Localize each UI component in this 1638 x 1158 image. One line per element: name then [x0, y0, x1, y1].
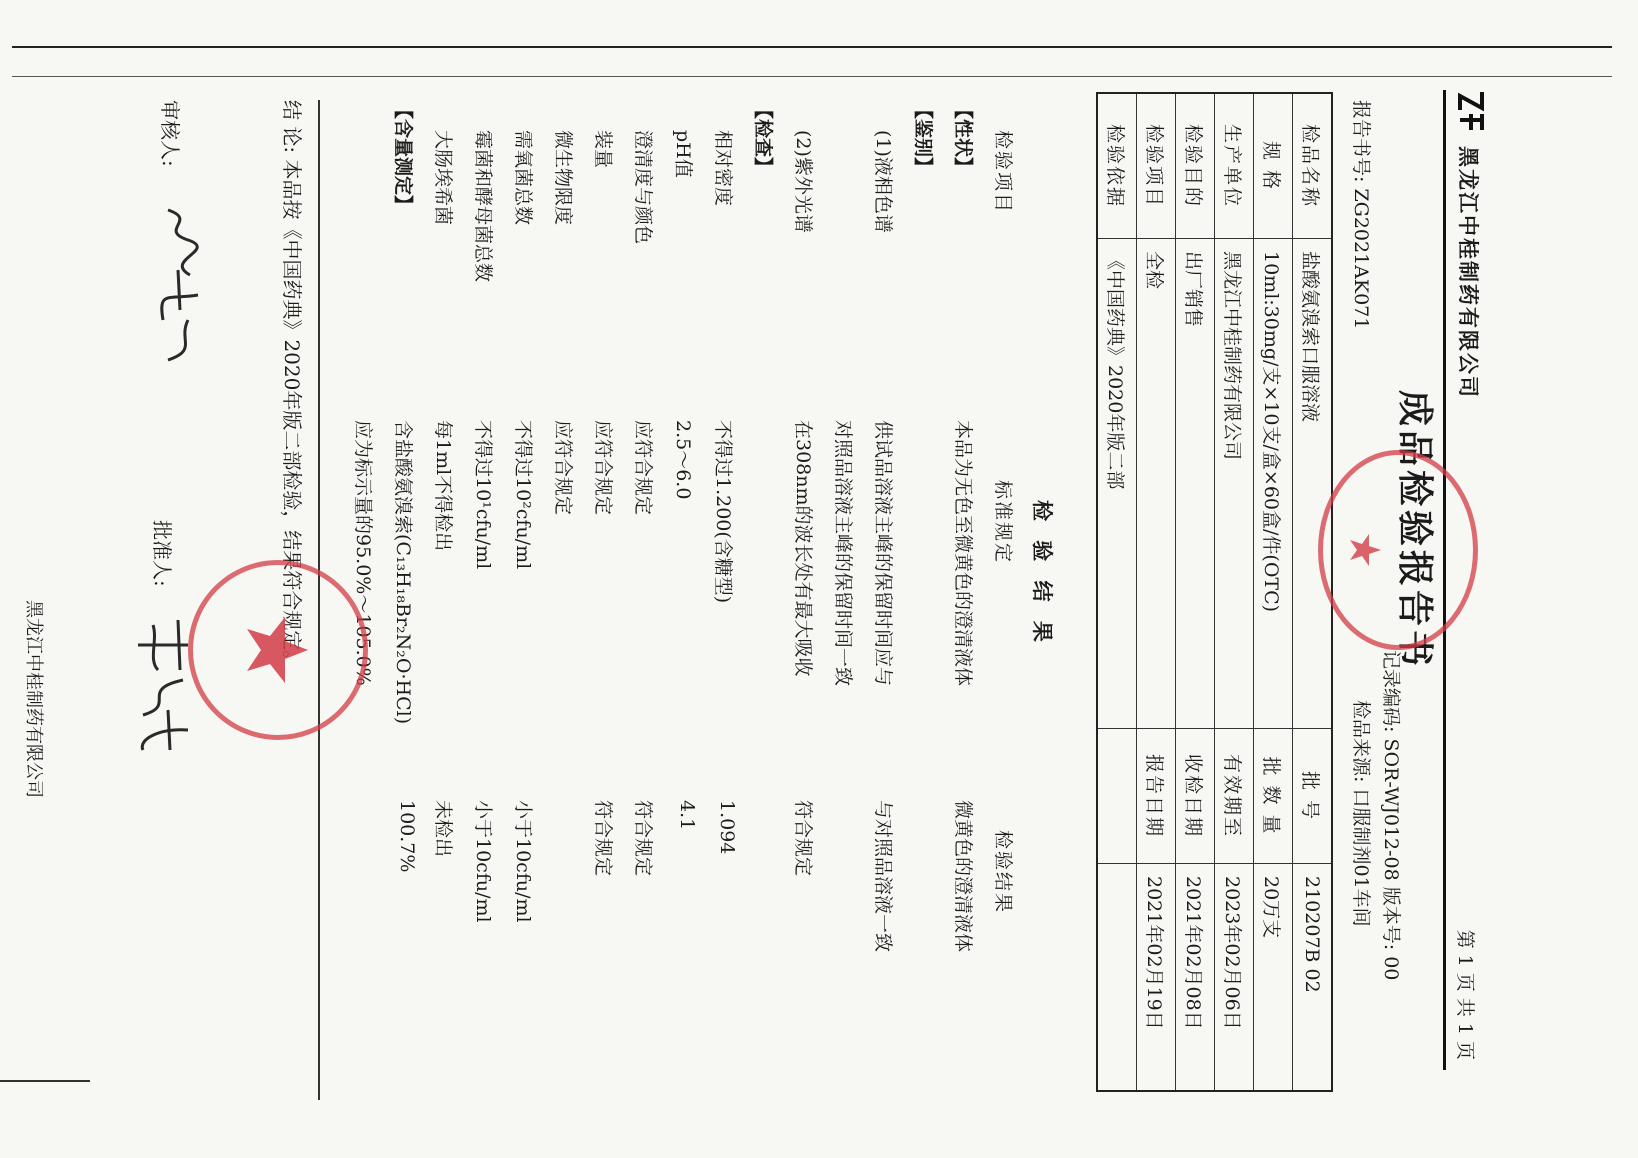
approver-label: 批准人: — [150, 520, 174, 587]
result-standard: 应为标示量的95.0%～105.0% — [352, 420, 374, 686]
result-value: 1.094 — [716, 800, 738, 855]
result-standard: 不得过1.200(含糖型) — [712, 420, 734, 604]
footer-company: 黑龙江中桂制药有限公司 — [23, 600, 44, 798]
info-value: 10ml:30mg/支×10支/盒×60盒/件(OTC) — [1254, 239, 1293, 729]
results-heading: 检 验 结 果 — [1030, 500, 1055, 648]
result-standard: 应符合规定 — [632, 420, 654, 516]
info-label-2: 收检日期 — [1176, 729, 1215, 864]
info-label-2: 批 数 量 — [1254, 729, 1293, 864]
result-standard: 应符合规定 — [552, 420, 574, 516]
col-head-result: 检验结果 — [992, 830, 1014, 915]
result-value: 4.1 — [676, 800, 698, 831]
zg-logo-icon — [1456, 90, 1486, 134]
info-label: 规 格 — [1254, 93, 1293, 239]
result-standard: 不得过10²cfu/ml — [512, 420, 534, 570]
result-value: 小于10cfu/ml — [472, 800, 494, 923]
result-item: 澄清度与颜色 — [632, 130, 654, 245]
info-value: 全检 — [1137, 239, 1176, 729]
info-value: 《中国药典》2020年版二部 — [1097, 239, 1137, 729]
result-item: 【鉴别】 — [912, 100, 934, 177]
result-value: 符合规定 — [592, 800, 614, 877]
result-item: 【检查】 — [752, 100, 774, 177]
result-value: 小于10cfu/ml — [512, 800, 534, 923]
result-item: 微生物限度 — [552, 130, 574, 226]
info-label: 检品名称 — [1293, 93, 1333, 239]
result-standard: 2.5～6.0 — [672, 420, 694, 500]
sample-source: 检品来源: 口服制剂01车间 — [1350, 700, 1372, 927]
result-value: 符合规定 — [792, 800, 814, 877]
info-value-2: 20万支 — [1254, 864, 1293, 1092]
info-value-2 — [1097, 864, 1137, 1092]
result-standard: 本品为无色至微黄色的澄清液体 — [952, 420, 974, 687]
footer-rule — [0, 1080, 90, 1082]
info-value: 黑龙江中桂制药有限公司 — [1215, 239, 1254, 729]
reviewer-label: 审核人: — [158, 100, 182, 167]
quality-seal-top — [1318, 450, 1478, 650]
info-value-2: 210207B 02 — [1293, 864, 1333, 1092]
result-item: 装量 — [592, 130, 614, 169]
reviewer-signature — [148, 200, 208, 370]
info-row — [1097, 93, 1137, 1091]
col-head-standard: 标准规定 — [992, 480, 1014, 565]
info-row — [1254, 93, 1293, 1091]
company-name: 黑龙江中桂制药有限公司 — [1456, 146, 1481, 399]
info-label-2: 报告日期 — [1137, 729, 1176, 864]
record-code: 记录编码: SOR-WJ012-08 版本号: 00 — [1380, 650, 1402, 981]
info-label: 检验项目 — [1137, 93, 1176, 239]
info-value-2: 2021年02月19日 — [1137, 864, 1176, 1092]
info-label: 检验依据 — [1097, 93, 1137, 239]
info-row — [1176, 93, 1215, 1091]
result-item: (2)紫外光谱 — [792, 130, 814, 233]
result-standard: 含盐酸氨溴索(C₁₃H₁₈Br₂N₂O·HCl) — [392, 420, 414, 725]
result-value: 与对照品溶液一致 — [872, 800, 894, 953]
result-standard: 对照品溶液主峰的保留时间一致 — [832, 420, 854, 687]
result-value: 未检出 — [432, 800, 454, 858]
result-item: (1)液相色谱 — [872, 130, 894, 233]
result-standard: 每1ml不得检出 — [432, 420, 454, 552]
page-counter: 第 1 页 共 1 页 — [1454, 929, 1476, 1060]
result-standard: 供试品溶液主峰的保留时间应与 — [872, 420, 894, 687]
info-label-2: 批 号 — [1293, 729, 1333, 864]
result-item: pH值 — [672, 130, 694, 178]
result-item: 【含量测定】 — [392, 100, 414, 215]
result-value: 100.7% — [396, 800, 418, 873]
result-item: 霉菌和酵母菌总数 — [472, 130, 494, 283]
info-label-2: 有效期至 — [1215, 729, 1254, 864]
info-label: 生产单位 — [1215, 93, 1254, 239]
info-label-2 — [1097, 729, 1137, 864]
report-title: 成品检验报告书 — [1394, 390, 1436, 671]
info-value: 盐酸氨溴索口服溶液 — [1293, 239, 1333, 729]
info-value-2: 2023年02月06日 — [1215, 864, 1254, 1092]
result-value: 微黄色的澄清液体 — [952, 800, 974, 953]
result-standard: 在308nm的波长处有最大吸收 — [792, 420, 814, 677]
result-value: 符合规定 — [632, 800, 654, 877]
quality-seal-bottom — [188, 560, 368, 740]
result-standard: 不得过10¹cfu/ml — [472, 420, 494, 570]
info-value: 出厂销售 — [1176, 239, 1215, 729]
info-row — [1137, 93, 1176, 1091]
result-item: 相对密度 — [712, 130, 734, 207]
result-item: 大肠埃希菌 — [432, 130, 454, 226]
conclusion-text: 结 论: 本品按《中国药典》2020年版二部检验，结果符合规定。 — [280, 100, 304, 671]
approver-signature — [128, 610, 198, 760]
result-standard: 应符合规定 — [592, 420, 614, 516]
col-head-item: 检验项目 — [992, 130, 1014, 215]
info-row — [1215, 93, 1254, 1091]
info-table — [1096, 92, 1333, 1092]
result-item: 【性状】 — [952, 100, 974, 177]
info-label: 检验目的 — [1176, 93, 1215, 239]
report-number: 报告书号: ZG2021AK071 — [1350, 100, 1372, 330]
result-item: 需氧菌总数 — [512, 130, 534, 226]
info-value-2: 2021年02月08日 — [1176, 864, 1215, 1092]
